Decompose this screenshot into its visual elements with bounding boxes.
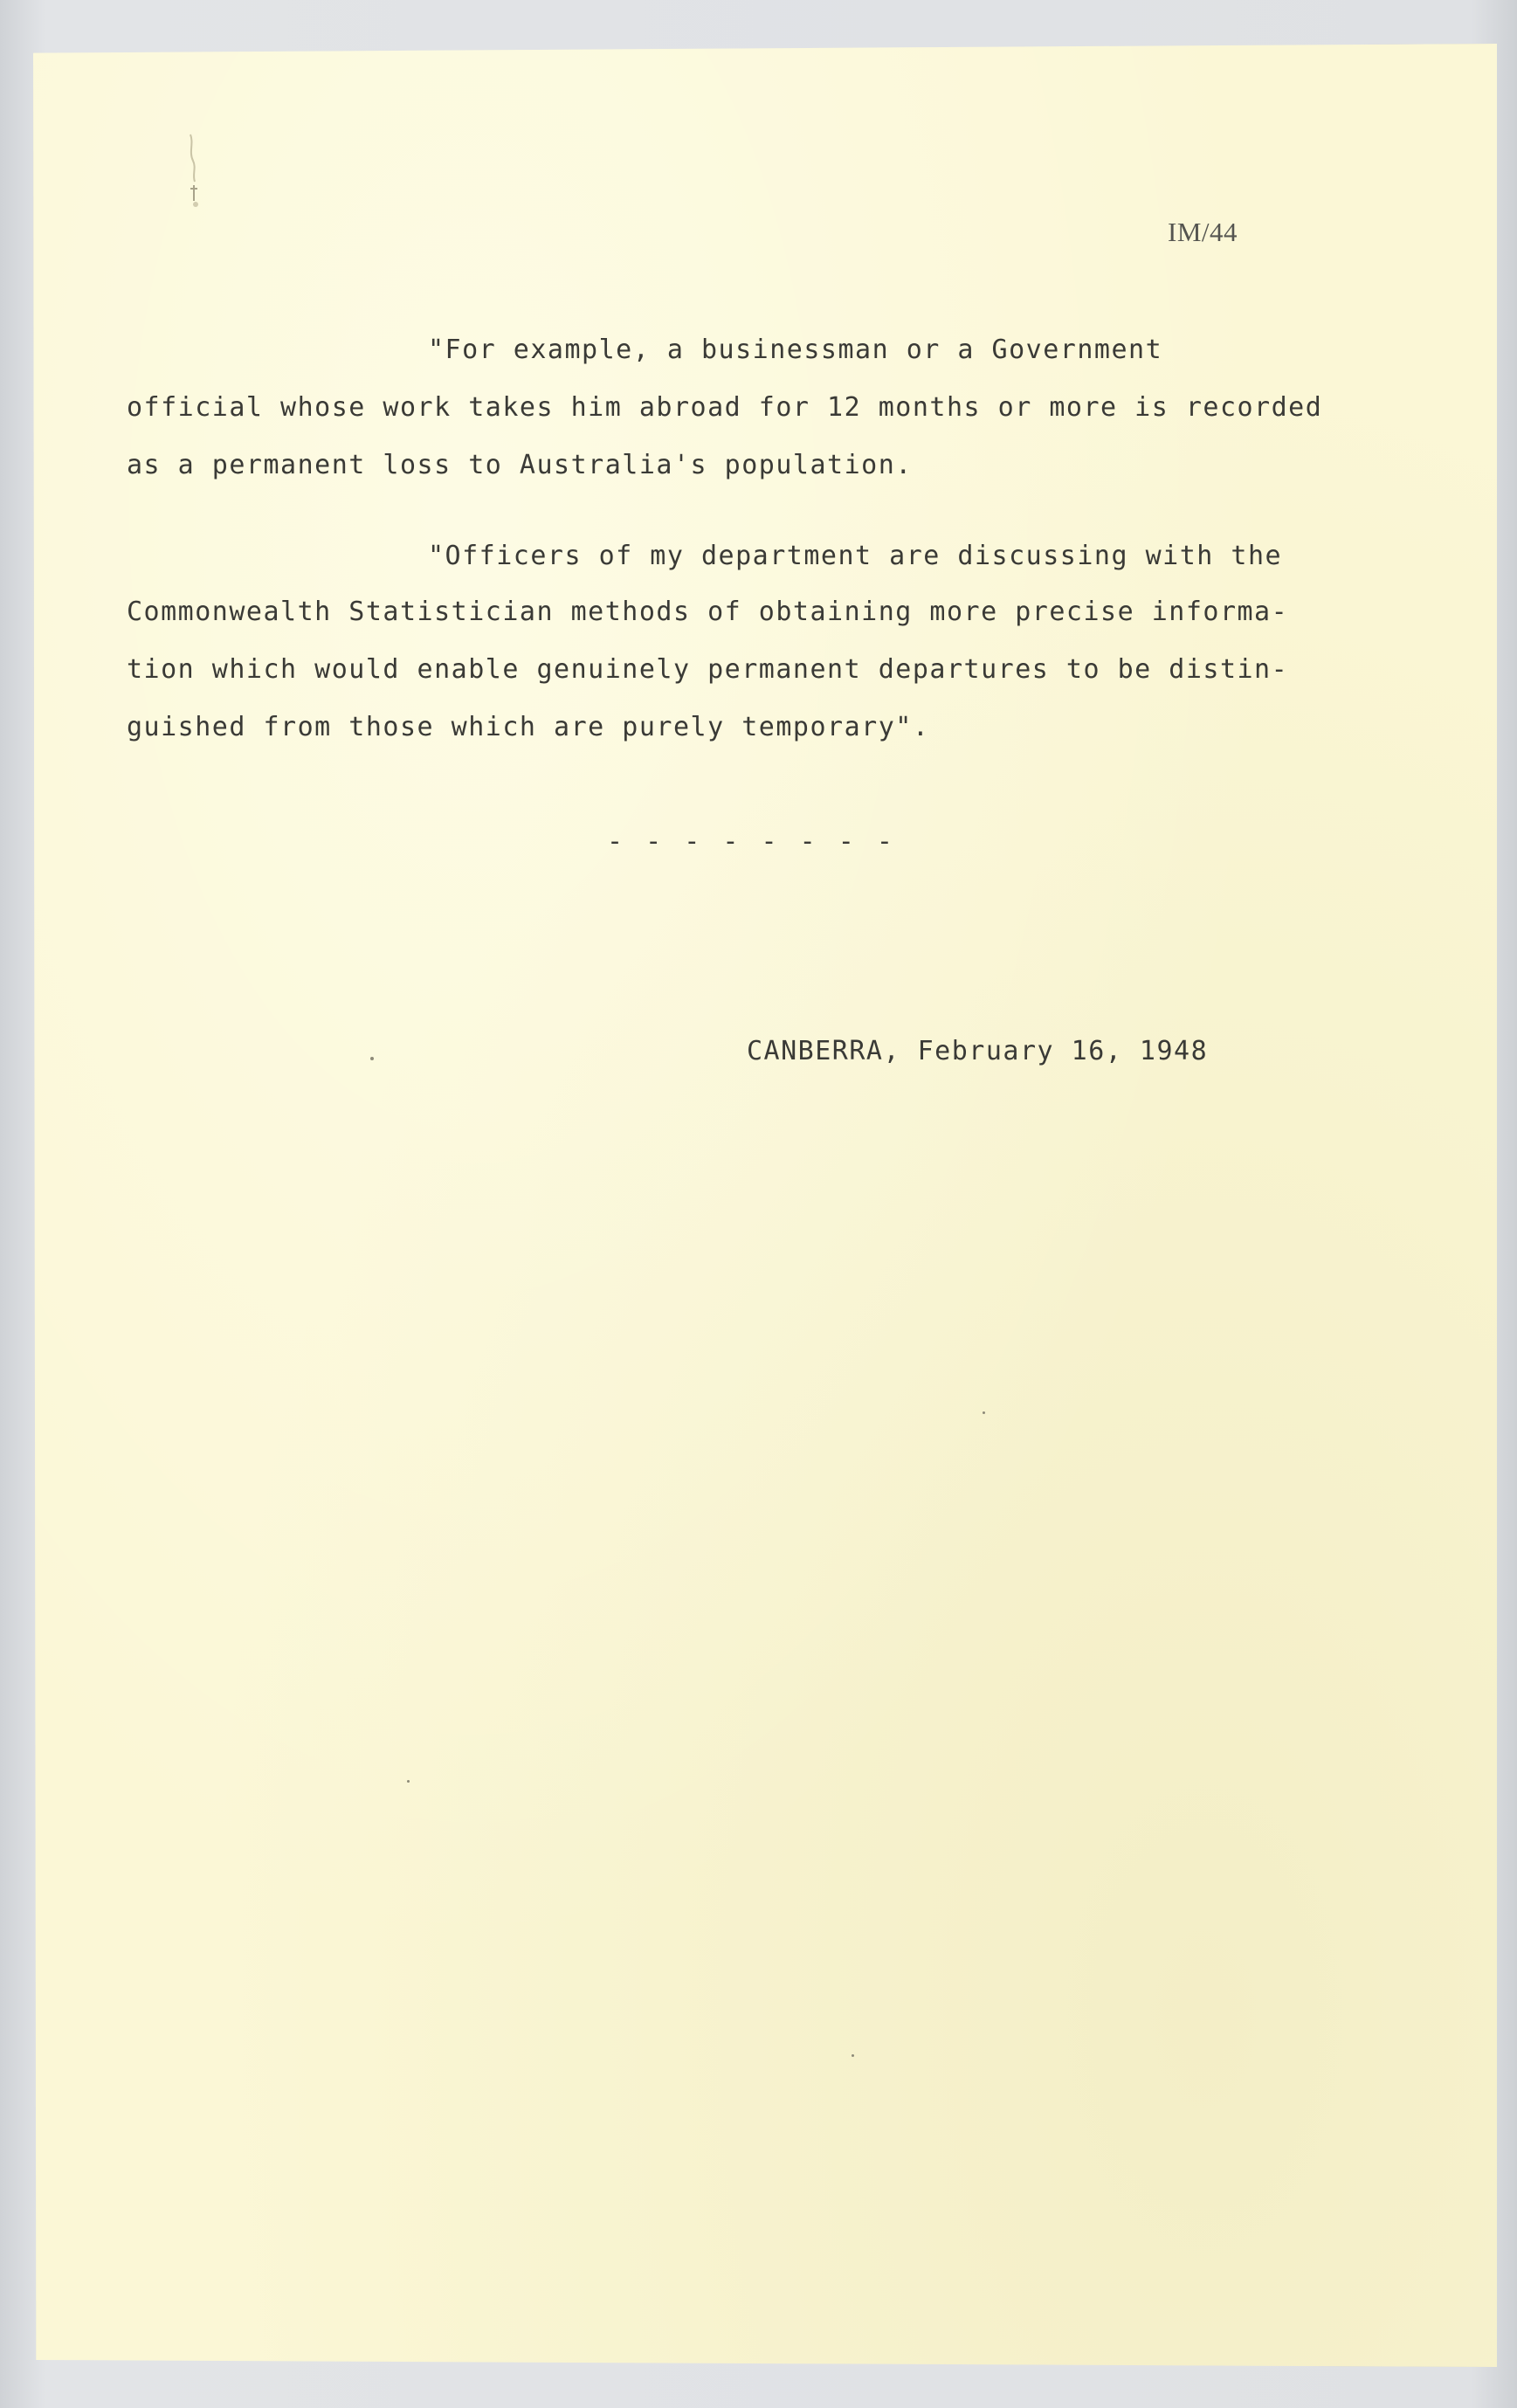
staple-mark [185, 131, 206, 210]
paragraph-1-line-1: "For example, a businessman or a Government [428, 335, 1163, 365]
paper-speck [370, 1057, 374, 1060]
paper-speck [983, 1411, 985, 1414]
dateline: CANBERRA, February 16, 1948 [747, 1036, 1209, 1066]
paragraph-1-line-2: official whose work takes him abroad for 12 months or more is recorded [127, 392, 1323, 423]
paragraph-2-line-1: "Officers of my department are discussing with the [428, 541, 1283, 571]
paper-speck [852, 2054, 854, 2057]
paper-speck [407, 1780, 410, 1783]
paragraph-1-line-3: as a permanent loss to Australia's population. [127, 450, 913, 480]
document-reference: IM/44 [1168, 217, 1238, 247]
paragraph-2-line-3: tion which would enable genuinely permanent departures to be distin- [127, 654, 1289, 685]
section-separator: - - - - - - - - [607, 826, 896, 857]
paragraph-2-line-4: guished from those which are purely temporary". [127, 712, 930, 742]
paragraph-2-line-2: Commonwealth Statistician methods of obtaining more precise informa- [127, 597, 1289, 627]
